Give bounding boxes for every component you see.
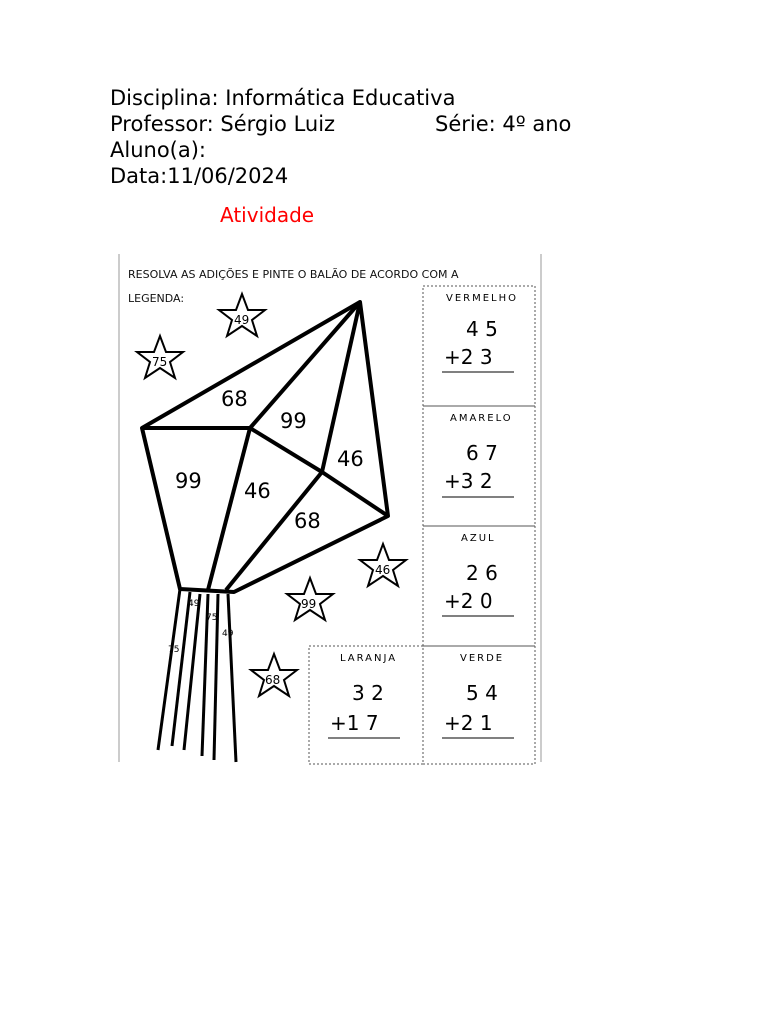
star-number: 46 <box>375 563 391 577</box>
student-line: Aluno(a): <box>110 138 206 162</box>
sum-bottom: +3 2 <box>444 469 493 493</box>
kite-region-label: 68 <box>221 387 248 411</box>
kite-tail <box>158 589 236 762</box>
color-label: VERMELHO <box>446 293 519 304</box>
legend-grid <box>309 286 535 764</box>
worksheet-drawing <box>118 254 542 772</box>
tail-label: 49 <box>188 599 200 609</box>
sum-top: 3 2 <box>352 681 384 705</box>
star-number: 75 <box>152 355 168 369</box>
activity-title: Atividade <box>220 203 315 227</box>
sum-bottom: +2 3 <box>444 345 493 369</box>
kite-region-label: 99 <box>175 469 202 493</box>
kite-region-label: 46 <box>337 447 364 471</box>
worksheet-image <box>118 254 542 772</box>
color-label: AMARELO <box>450 413 513 424</box>
color-label: VERDE <box>460 653 505 664</box>
kite-region-label: 46 <box>244 479 271 503</box>
sum-top: 4 5 <box>466 317 498 341</box>
sum-bottom: +2 1 <box>444 711 493 735</box>
sum-top: 2 6 <box>466 561 498 585</box>
star-number: 68 <box>265 673 281 687</box>
sum-top: 6 7 <box>466 441 498 465</box>
tail-label: 75 <box>168 645 180 655</box>
kite-region-label: 68 <box>294 509 321 533</box>
tail-label: 75 <box>206 613 218 623</box>
discipline-line: Disciplina: Informática Educativa <box>110 86 456 110</box>
color-label: AZUL <box>461 533 496 544</box>
star-number: 49 <box>234 313 250 327</box>
color-label: LARANJA <box>340 653 398 664</box>
sum-top: 5 4 <box>466 681 498 705</box>
star-number: 99 <box>301 597 317 611</box>
tail-label: 49 <box>222 629 234 639</box>
worksheet-instruction-legend: LEGENDA: <box>128 292 185 305</box>
kite-region-label: 99 <box>280 409 307 433</box>
worksheet-instruction: RESOLVA AS ADIÇÕES E PINTE O BALÃO DE ACORDO COM A <box>128 268 459 281</box>
grade-line: Série: 4º ano <box>435 112 572 136</box>
sum-bottom: +2 0 <box>444 589 493 613</box>
sum-bottom: +1 7 <box>330 711 379 735</box>
teacher-line: Professor: Sérgio Luiz <box>110 112 336 136</box>
date-line: Data:11/06/2024 <box>110 164 289 188</box>
